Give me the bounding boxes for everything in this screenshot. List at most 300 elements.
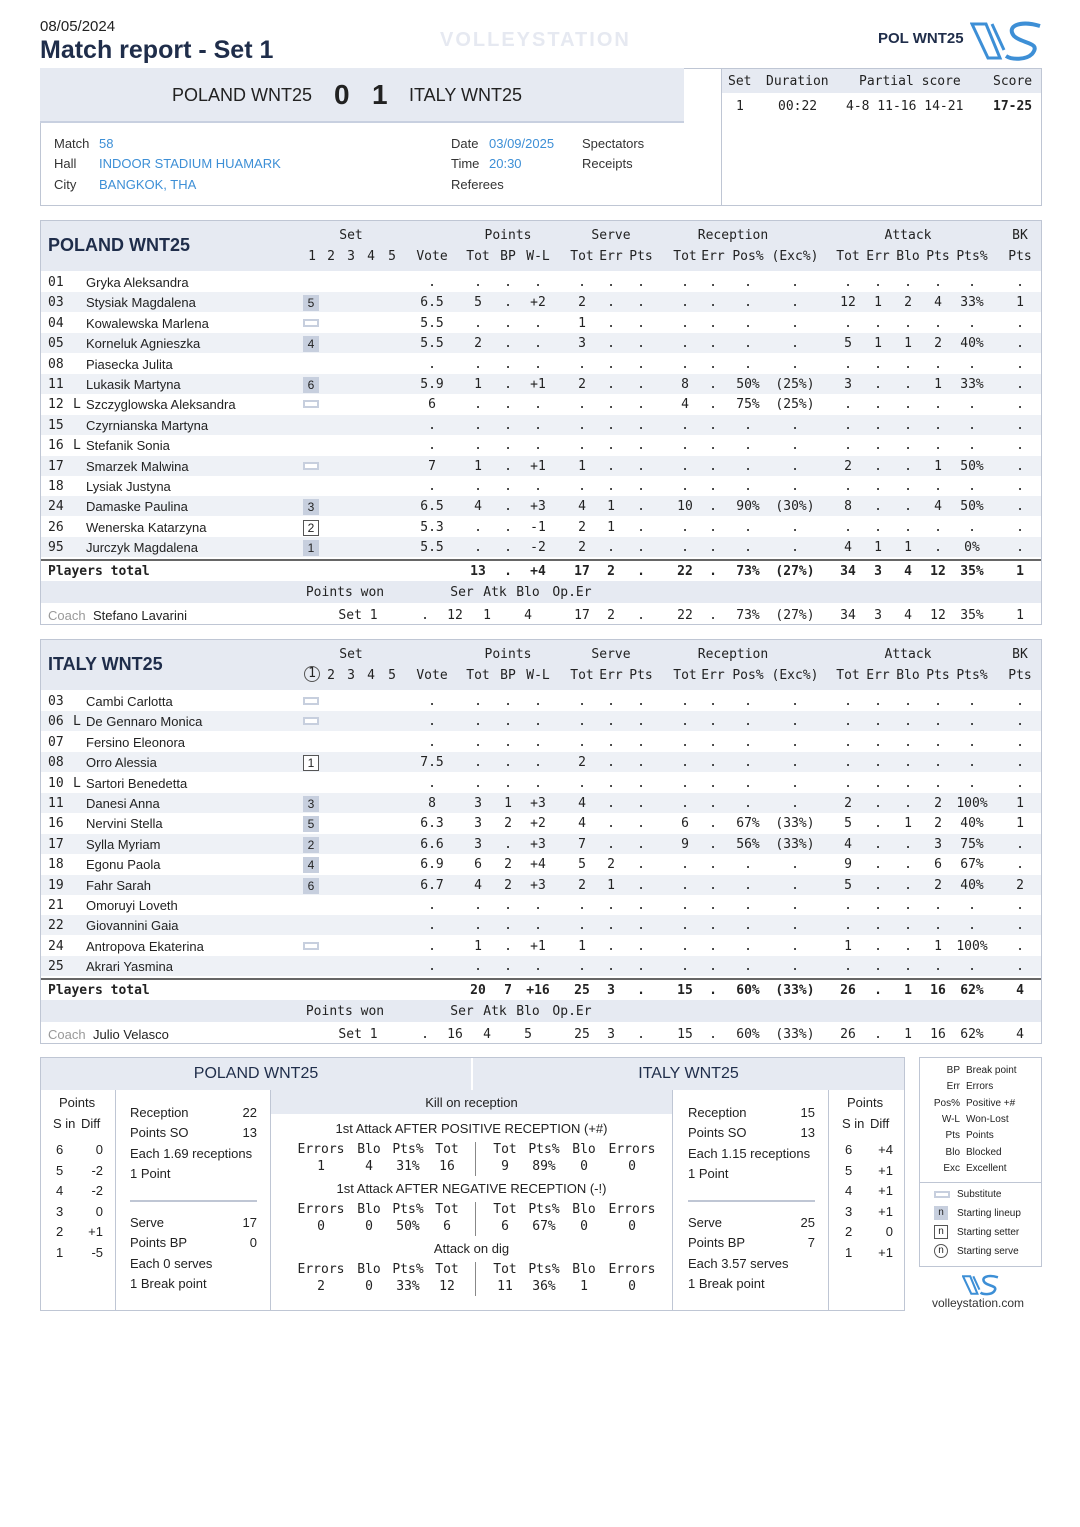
coach-stat: 26 [840,1026,856,1042]
stat-cell: 1 [474,377,482,392]
italy-hdr-col-14: Pts% [956,668,988,683]
stat-cell: . [1016,275,1024,290]
player-name: Wenerska Katarzyna [86,519,207,535]
stat-cell: . [874,877,882,893]
kill-right-value: 0 [580,1219,588,1234]
points-won-label: Points won [305,1003,385,1019]
player-row [41,915,1041,935]
player-row [41,752,1041,772]
kill-right-value: 89% [532,1159,556,1174]
kill-right-header: Pts% [528,1262,560,1277]
stat-cell: +1 [530,458,546,474]
poland-stats-table [40,220,1042,625]
poland-hdr-set-2: 2 [327,249,335,264]
stat-cell: 2 [607,857,615,873]
stat-cell: . [681,775,689,791]
stat-cell: +3 [530,796,546,811]
player-row [41,956,1041,976]
stat-cell: . [504,898,512,913]
poland-hdr-col-8: Pos% [732,249,764,264]
stat-cell: . [607,295,615,311]
italy-hdr-col-8: Pos% [732,668,764,683]
stat-cell: . [744,275,752,290]
stat-cell: . [681,356,689,372]
stat-cell: . [1016,938,1024,954]
stat-cell: . [534,438,542,454]
stat-cell: . [709,796,717,811]
stat-cell: . [968,438,976,454]
coach-stat: (33%) [775,1026,815,1042]
stat-cell: . [474,694,482,709]
italy-hdr-vote: Vote [416,668,448,683]
home-reception-label: Reception [130,1105,189,1120]
stat-cell: . [578,694,586,709]
stat-cell: . [1016,417,1024,433]
stat-cell: . [681,479,689,494]
stat-cell: . [681,458,689,474]
score-col-header: Score [993,74,1033,89]
stat-cell: . [744,734,752,750]
stat-cell: +3 [530,499,546,515]
player-name: Jurczyk Magdalena [86,540,198,556]
player-number: 05 [48,336,64,352]
stat-cell: . [504,755,512,771]
player-row [41,517,1041,537]
kill-right-value: 11 [497,1279,513,1294]
stat-cell: . [744,315,752,331]
home-serve-value: 17 [242,1215,257,1230]
time-value: 20:30 [489,156,522,171]
coach-stat: 4 [904,607,912,623]
coach-stat: 12 [930,607,946,623]
player-row [41,313,1041,333]
legend-desc: Excellent [966,1162,1007,1174]
stat-cell: . [637,295,645,311]
player-name: Danesi Anna [86,796,160,811]
coach-points-won: 12 [447,607,463,623]
poland-hdr-serve: Serve [591,228,631,243]
stat-cell: . [1016,918,1024,934]
stat-cell: 50% [960,458,984,474]
player-number: 95 [48,540,64,556]
stat-cell: . [844,918,852,934]
total-cell: 2 [607,563,615,579]
stat-cell: . [904,836,912,852]
rotation-number: 5 [56,1162,64,1178]
poland-hdr-col-6: Tot [673,249,697,264]
player-vote: . [428,417,436,433]
kill-left-value: 12 [439,1279,455,1294]
stat-cell: . [504,336,512,352]
total-cell: 22 [677,563,693,579]
stat-cell: . [504,836,512,852]
stat-cell: . [504,417,512,433]
points-won-col: Op.Er [552,584,592,600]
player-number: 25 [48,959,64,975]
stat-cell: . [607,938,615,954]
stat-cell: 100% [956,796,988,811]
stat-cell: . [607,397,615,413]
total-cell: +16 [526,982,550,998]
away-sin-label: S in [842,1116,865,1131]
stat-cell: 33% [960,295,984,311]
summary-panel [40,1057,905,1311]
italy-hdr-attack: Attack [884,647,932,662]
stat-cell: . [904,857,912,873]
stat-cell: 2 [934,336,942,352]
stat-cell: . [934,540,942,556]
receipts-label: Receipts [582,156,633,171]
away-reception-label: Reception [688,1105,747,1120]
player-name: Akrari Yasmina [86,959,173,975]
home-diff-label: Diff [81,1116,101,1131]
stat-cell: . [791,275,799,290]
stat-cell: . [637,417,645,433]
player-vote: . [428,275,436,290]
stat-cell: 1 [474,458,482,474]
stat-cell: . [1016,458,1024,474]
stat-cell: . [904,499,912,515]
stat-cell: . [934,714,942,730]
total-cell: (27%) [775,563,815,579]
stat-cell: . [534,315,542,331]
kill-left-value: 1 [317,1159,325,1174]
player-name: Szczyglowska Aleksandra [86,397,236,413]
stat-cell: . [607,458,615,474]
stat-cell: . [934,694,942,709]
kill-right-value: 0 [628,1279,636,1294]
stat-cell: 40% [960,877,984,893]
total-cell: +4 [530,563,546,579]
italy-hdr-col-9: (Exc%) [771,668,819,683]
stat-cell: . [744,877,752,893]
player-row [41,895,1041,915]
kill-left-header: Errors [297,1262,345,1277]
italy-hdr-set-3: 3 [347,668,355,683]
stat-cell: 40% [960,816,984,832]
kill-right-value: 9 [501,1159,509,1174]
stat-cell: 1 [607,877,615,893]
away-points-so-value: 13 [800,1125,815,1140]
italy-hdr-col-1: BP [500,668,516,683]
stat-cell: . [744,295,752,311]
player-number: 19 [48,877,64,893]
player-number: 07 [48,734,64,750]
stat-cell: . [534,336,542,352]
stat-cell: -1 [530,519,546,535]
stat-cell: 1 [934,377,942,392]
stat-cell: 1 [1016,796,1024,811]
player-number: 11 [48,377,64,392]
player-number: 10 [48,775,64,791]
stat-cell: 1 [1016,295,1024,311]
stat-cell: . [504,295,512,311]
stat-cell: 4 [844,540,852,556]
home-one-point: 1 Point [130,1166,171,1181]
stat-cell: . [874,397,882,413]
substitute-icon [303,319,319,327]
stat-cell: . [637,796,645,811]
kill-right-value: 1 [580,1279,588,1294]
stat-cell: 1 [607,519,615,535]
stat-cell: . [578,275,586,290]
lineup-position-badge: 1 [303,755,319,771]
stat-cell: . [709,356,717,372]
stat-cell: . [904,918,912,934]
stat-cell: . [709,857,717,873]
player-vote: 7.5 [420,755,444,771]
stat-cell: . [904,479,912,494]
stat-cell: . [968,734,976,750]
stat-cell: . [681,898,689,913]
stat-cell: . [504,397,512,413]
home-reception-value: 22 [242,1105,257,1120]
stat-cell: . [709,898,717,913]
substitute-icon [303,697,319,705]
stat-cell: . [607,417,615,433]
stat-cell: . [791,775,799,791]
stat-cell: 5 [844,336,852,352]
total-cell: 3 [607,982,615,998]
player-vote: 6.5 [420,295,444,311]
home-points-bp-label: Points BP [130,1235,188,1250]
stat-cell: . [904,519,912,535]
stat-cell: . [844,275,852,290]
away-points-bp-value: 7 [807,1235,815,1250]
stat-cell: . [844,755,852,771]
stat-cell: . [709,499,717,515]
stat-cell: . [578,734,586,750]
starting-serve-icon: n [934,1244,948,1258]
substitute-icon [303,942,319,950]
total-cell: 7 [504,982,512,998]
player-vote: . [428,356,436,372]
poland-table-header [41,221,1041,271]
poland-hdr-vote: Vote [416,249,448,264]
player-name: Piasecka Julita [86,356,173,372]
player-row [41,936,1041,956]
total-cell: 25 [574,982,590,998]
player-row [41,394,1041,414]
stat-cell: . [534,898,542,913]
stat-cell: . [534,775,542,791]
stat-cell: . [504,458,512,474]
substitute-icon [934,1191,950,1198]
kill-right-header: Tot [493,1202,517,1217]
stat-cell: . [607,959,615,975]
stat-cell: . [744,694,752,709]
stat-cell: . [637,377,645,392]
stat-cell: . [874,694,882,709]
site-link[interactable]: volleystation.com [932,1296,1025,1310]
stat-cell: (25%) [775,377,815,392]
stat-cell: . [709,734,717,750]
home-each-serves: Each 0 serves [130,1256,213,1271]
away-sets-score: 1 [372,79,388,110]
stat-cell: 1 [474,938,482,954]
stat-cell: . [578,356,586,372]
stat-cell: 5 [844,816,852,832]
player-name: Omoruyi Loveth [86,898,178,913]
stat-cell: . [709,336,717,352]
poland-hdr-col-7: Err [701,249,725,264]
stat-cell: . [874,458,882,474]
stat-cell: 1 [874,336,882,352]
stat-cell: 4 [934,499,942,515]
date-label: Date [451,136,479,151]
kill-left-header: Blo [357,1202,381,1217]
stat-cell: . [744,857,752,873]
stat-cell: . [874,755,882,771]
stat-cell: . [534,694,542,709]
stat-cell: . [504,275,512,290]
kill-dig-title: Attack on dig [433,1241,510,1256]
total-cell: 17 [574,563,590,579]
total-cell: 62% [960,982,984,998]
player-row [41,537,1041,557]
stat-cell: . [681,734,689,750]
stat-cell: . [791,959,799,975]
player-row [41,374,1041,394]
stat-cell: 2 [504,857,512,873]
stat-cell: . [474,959,482,975]
stat-cell: . [681,796,689,811]
stat-cell: . [791,540,799,556]
rotation-number: 3 [845,1203,853,1219]
stat-cell: . [904,438,912,454]
stat-cell: 2 [934,796,942,811]
player-name: Stefanik Sonia [86,438,170,454]
italy-stats-table [40,639,1042,1044]
player-vote: 8 [428,796,436,811]
total-cell: 16 [930,982,946,998]
stat-cell: . [637,397,645,413]
player-number: 17 [48,836,64,852]
coach-stat: . [874,1026,882,1042]
italy-hdr-col-6: Tot [673,668,697,683]
stat-cell: . [534,275,542,290]
rotation-diff: -2 [91,1162,103,1178]
player-number: 21 [48,898,64,913]
stat-cell: . [904,714,912,730]
total-cell: . [504,563,512,579]
rotation-diff: -5 [91,1245,103,1260]
points-won-col: Atk [483,584,507,600]
total-cell: 15 [677,982,693,998]
kill-left-header: Tot [435,1202,459,1217]
kill-right-value: 0 [628,1219,636,1234]
stat-cell: . [709,694,717,709]
stat-cell: . [968,694,976,709]
home-each-receptions: Each 1.69 receptions [130,1146,253,1161]
away-team-name: ITALY WNT25 [409,85,523,105]
stat-cell: . [1016,540,1024,556]
stat-cell: . [874,275,882,290]
stat-cell: . [681,918,689,934]
stat-cell: 9 [844,857,852,873]
stat-cell: . [637,275,645,290]
player-name: Stysiak Magdalena [86,295,196,311]
stat-cell: . [504,918,512,934]
player-vote: 6 [428,397,436,413]
player-row [41,435,1041,455]
poland-hdr-reception: Reception [697,228,769,243]
total-cell: 4 [904,563,912,579]
rotation-number: 2 [845,1224,853,1240]
stat-cell: . [681,295,689,311]
stat-cell: 4 [578,796,586,811]
stat-cell: . [474,356,482,372]
kill-left-value: 2 [317,1279,325,1294]
stat-cell: 75% [960,836,984,852]
poland-hdr-col-3: Tot [570,249,594,264]
italy-hdr-set-1: 1 [304,666,320,682]
stat-cell: . [934,438,942,454]
player-number: 17 [48,458,64,474]
stat-cell: . [844,734,852,750]
home-one-break-point: 1 Break point [130,1276,207,1291]
legend-abbr: Blo [945,1146,960,1158]
stat-cell: . [874,315,882,331]
poland-hdr-attack: Attack [884,228,932,243]
player-vote: 6.6 [420,836,444,852]
poland-hdr-col-5: Pts [629,249,653,264]
stat-cell: . [504,938,512,954]
stat-cell: 12 [840,295,856,311]
stat-cell: . [968,479,976,494]
player-row [41,732,1041,752]
coach-row [41,1022,1041,1044]
stat-cell: . [791,479,799,494]
stat-cell: . [534,734,542,750]
referees-label: Referees [451,177,504,192]
stat-cell: 67% [960,857,984,873]
coach-stat: 1 [1016,607,1024,623]
kill-left-header: Tot [435,1142,459,1157]
stat-cell: . [934,275,942,290]
player-vote: 6.7 [420,877,444,893]
stat-cell: 1 [874,295,882,311]
player-vote: 5.9 [420,377,444,392]
italy-hdr-col-12: Blo [896,668,920,683]
total-cell: 1 [1016,563,1024,579]
stat-cell: . [791,898,799,913]
set-final-score: 17-25 [993,99,1033,114]
kill-pos-title: 1st Attack AFTER POSITIVE RECEPTION (+#) [335,1121,608,1136]
stat-cell: . [504,519,512,535]
player-row [41,415,1041,435]
stat-cell: 3 [474,836,482,852]
stat-cell: 2 [904,295,912,311]
stat-cell: 1 [578,458,586,474]
stat-cell: . [844,397,852,413]
spectators-label: Spectators [582,136,645,151]
stat-cell: 90% [736,499,760,515]
stat-cell: . [681,438,689,454]
player-number: 26 [48,519,64,535]
player-row [41,333,1041,353]
player-vote: 6.5 [420,499,444,515]
stat-cell: . [791,336,799,352]
coach-stat: 3 [607,1026,615,1042]
stat-cell: . [934,898,942,913]
stat-cell: . [791,857,799,873]
poland-hdr-set-4: 4 [367,249,375,264]
stat-cell: . [474,438,482,454]
stat-cell: 75% [736,397,760,413]
coach-stat: . [709,607,717,623]
stat-cell: . [874,714,882,730]
